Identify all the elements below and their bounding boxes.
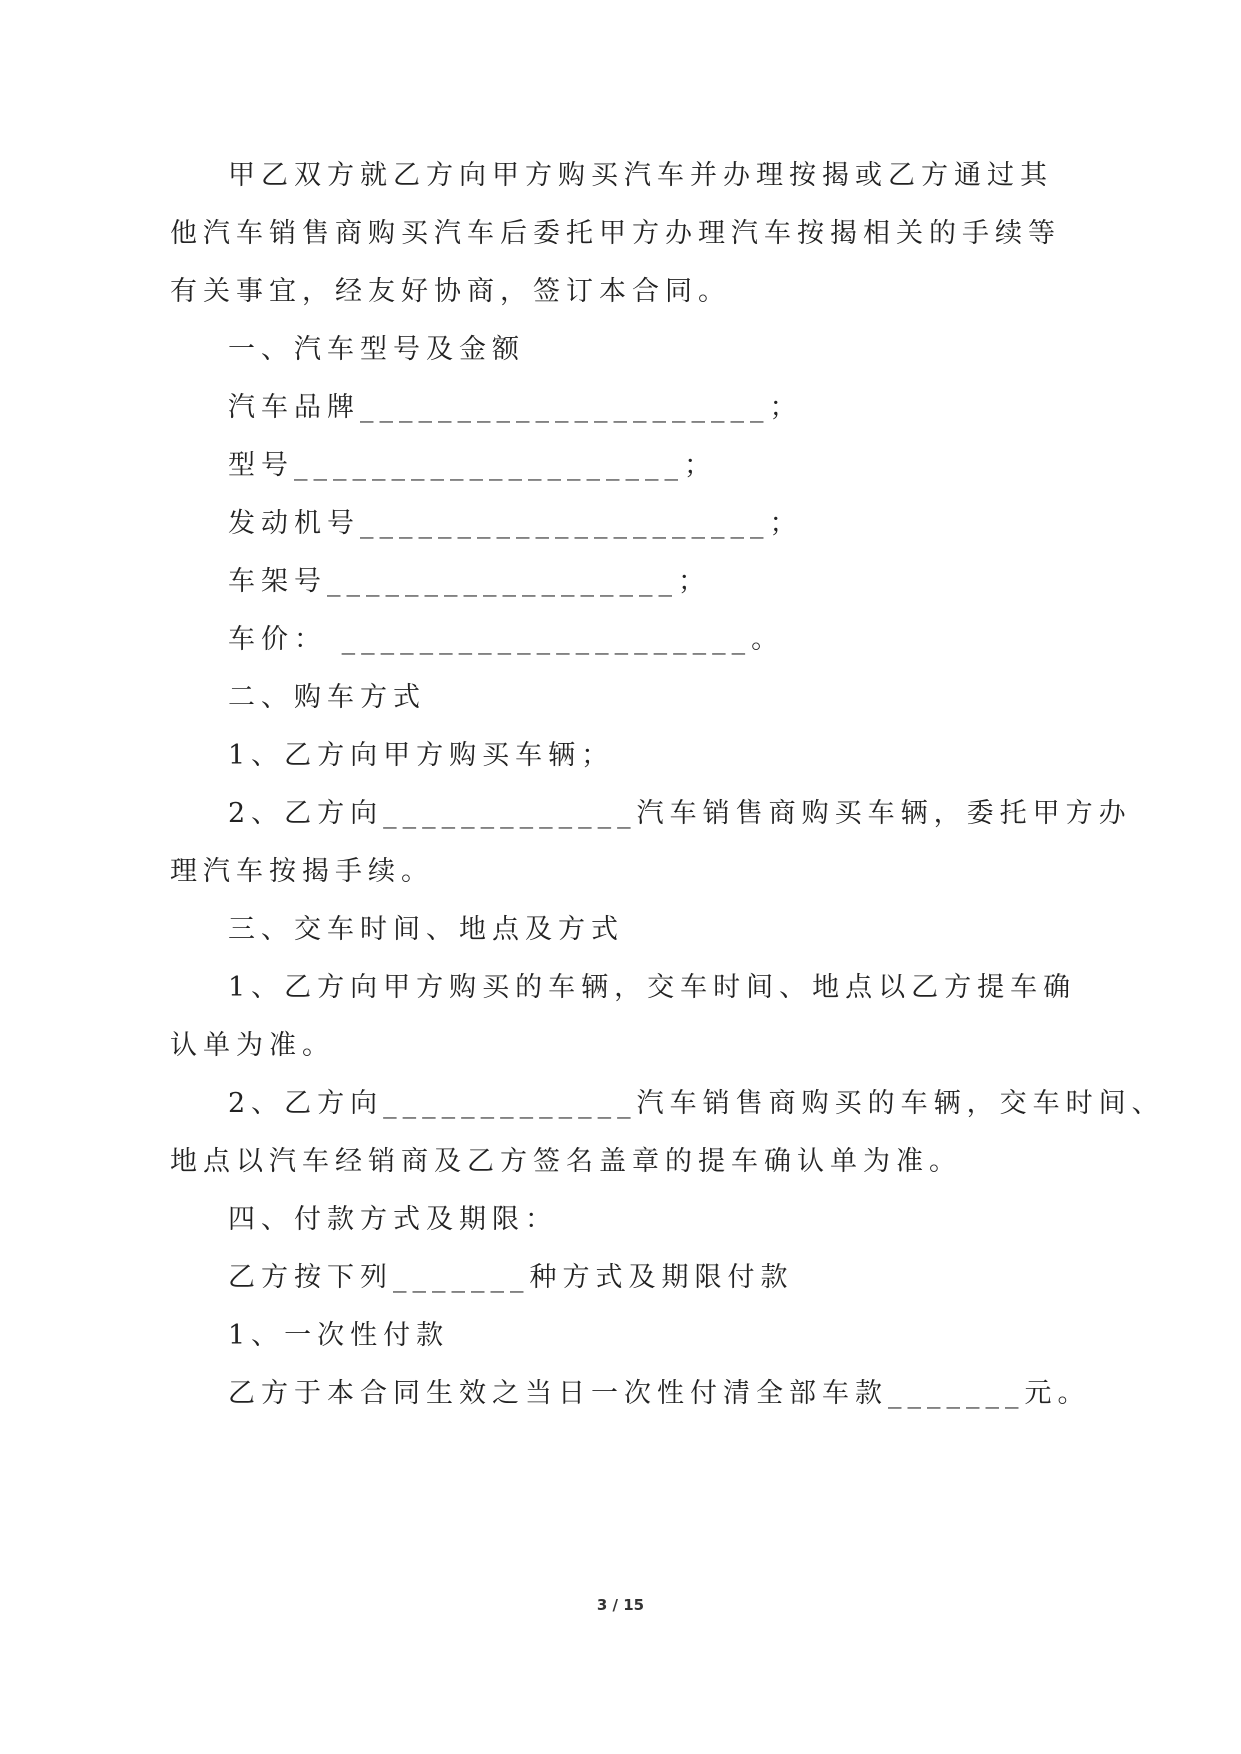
field-engine-number: 发动机号_____________________； <box>228 508 803 539</box>
payment-option-1: 1、一次性付款 <box>228 1320 450 1351</box>
page-number: 3 / 15 <box>596 1596 645 1614</box>
purchase-method-2-line-2: 理汽车按揭手续。 <box>170 856 434 887</box>
section-heading-1: 一、汽车型号及金额 <box>228 334 525 365</box>
paragraph-intro-line-2: 他汽车销售商购买汽车后委托甲方办理汽车按揭相关的手续等 <box>170 218 1061 249</box>
payment-selection: 乙方按下列_______种方式及期限付款 <box>228 1262 794 1293</box>
delivery-1-line-1: 1、乙方向甲方购买的车辆，交车时间、地点以乙方提车确 <box>228 972 1077 1003</box>
field-model: 型号____________________； <box>228 450 717 481</box>
payment-option-1-detail: 乙方于本合同生效之当日一次性付清全部车款_______元。 <box>228 1378 1091 1409</box>
delivery-1-line-2: 认单为准。 <box>170 1030 335 1061</box>
field-car-price: 车价： _____________________。 <box>228 624 785 655</box>
paragraph-intro-line-1: 甲乙双方就乙方向甲方购买汽车并办理按揭或乙方通过其 <box>228 160 1053 191</box>
delivery-2-line-2: 地点以汽车经销商及乙方签名盖章的提车确认单为准。 <box>170 1146 962 1177</box>
purchase-method-1: 1、乙方向甲方购买车辆； <box>228 740 615 771</box>
paragraph-intro-line-3: 有关事宜，经友好协商，签订本合同。 <box>170 276 731 307</box>
section-heading-2: 二、购车方式 <box>228 682 426 713</box>
purchase-method-2-line-1: 2、乙方向_____________汽车销售商购买车辆，委托甲方办 <box>228 798 1132 829</box>
section-heading-4: 四、付款方式及期限： <box>228 1204 558 1235</box>
section-heading-3: 三、交车时间、地点及方式 <box>228 914 624 945</box>
delivery-2-line-1: 2、乙方向_____________汽车销售商购买的车辆，交车时间、 <box>228 1088 1165 1119</box>
field-car-brand: 汽车品牌_____________________； <box>228 392 803 423</box>
field-frame-number: 车架号__________________； <box>228 566 711 597</box>
